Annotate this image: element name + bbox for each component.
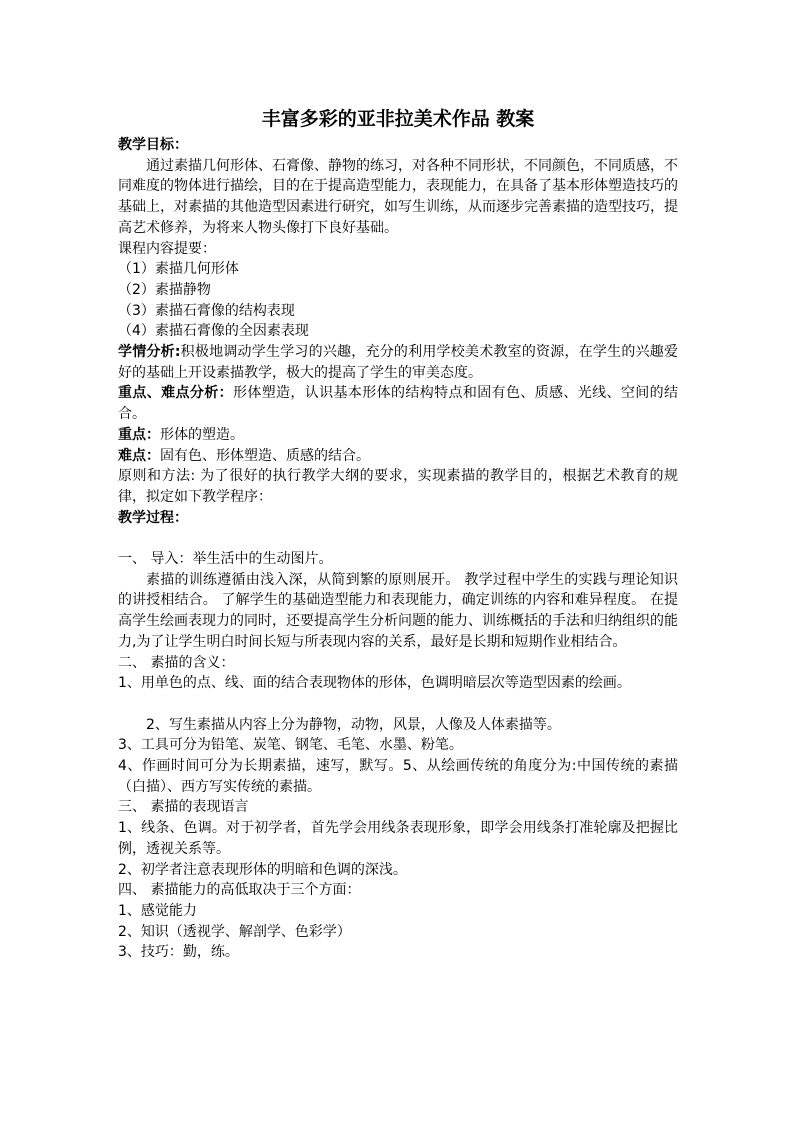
section4-item: 2、知识（透视学、解剖学、色彩学）: [118, 923, 351, 940]
section1-body: 素描的训练遵循由浅入深，从简到繁的原则展开。 教学过程中学生的实践与理论知识的讲授相结合。 了解学生的基础造型能力和表现能力，确定训练的内容和难异程度。 在提高学生绘画表现力的同时，还要提高学生分析问题的能力、训练概括的手法和归纳组织的能力,为了让学生明白时间长短与所表现内容的关系，最好是长期和短期作业相结合。: [118, 571, 678, 650]
section2-title: 二、 素描的含义：: [118, 654, 235, 671]
outline-item: （3）素描石膏像的结构表现: [118, 302, 295, 319]
section3-title: 三、 素描的表现语言: [118, 799, 249, 816]
keypoints-text: 形体塑造，认识基本形体的结构特点和固有色、质感、光线、空间的结合。: [118, 385, 679, 423]
focus-paragraph: [118, 425, 678, 446]
section2-item: 1、用单色的点、线、面的结合表现物体的形体，色调明暗层次等造型因素的绘画。: [118, 675, 631, 692]
analysis-label: 学情分析:: [118, 344, 181, 361]
section4-title: 四、 素描能力的高低取决于三个方面：: [118, 882, 361, 899]
difficulty-label: 难点：: [118, 447, 160, 464]
section3-item: 1、线条、色调。对于初学者，首先学会用线条表现形象，即学会用线条打准轮廓及把握比例，透视关系等。: [118, 820, 678, 857]
keypoints-paragraph: [118, 383, 678, 424]
difficulty-text: 固有色、形体塑造、质感的结合。: [160, 447, 370, 464]
outline-item: （2）素描静物: [118, 281, 211, 298]
document-page: [118, 105, 678, 963]
section1-title: 一、 导入：举生活中的生动图片。: [118, 551, 333, 568]
section3-item: 2、初学者注意表现形体的明暗和色调的深浅。: [118, 861, 407, 878]
section4-item: 3、技巧：勤，练。: [118, 944, 239, 961]
blank-line: [118, 694, 678, 715]
section2-item: 4、作画时间可分为长期素描，速写，默写。5、从绘画传统的角度分为:中国传统的素描（白描）、西方写实传统的素描。: [118, 758, 678, 795]
outline-item: （1）素描几何形体: [118, 261, 239, 278]
blank-line: [118, 528, 678, 549]
outline-title: 课程内容提要：: [118, 240, 216, 257]
focus-text: 形体的塑造。: [160, 426, 244, 443]
difficulty-paragraph: [118, 446, 678, 467]
focus-label: 重点：: [118, 426, 160, 443]
objectives-body: 通过素描几何形体、石膏像、静物的练习，对各种不同形状，不同颜色，不同质感，不同难度的物体进行描绘，目的在于提高造型能力，表现能力，在具备了基本形体塑造技巧的基础上，对素描的其他造型因素进行研究，如写生训练，从而逐步完善素描的造型技巧，提高艺术修养，为将来人物头像打下良好基础。: [118, 157, 678, 236]
section2-item: 2、写生素描从内容上分为静物，动物，风景，人像及人体素描等。: [146, 716, 561, 733]
objectives-heading: 教学目标：: [118, 137, 188, 153]
analysis-paragraph: [118, 342, 678, 383]
keypoints-label: 重点、难点分析：: [118, 385, 233, 402]
outline-item: （4）素描石膏像的全因素表现: [118, 323, 309, 340]
process-heading: 教学过程：: [118, 509, 188, 526]
principle-paragraph: 原则和方法: 为了很好的执行教学大纲的要求，实现素描的教学目的，根据艺术教育的规律，拟定如下教学程序：: [118, 468, 678, 505]
section4-item: 1、感觉能力: [118, 902, 197, 919]
document-title: 丰富多彩的亚非拉美术作品 教案: [261, 108, 535, 130]
analysis-text: 积极地调动学生学习的兴趣，充分的利用学校美术教室的资源，在学生的兴趣爱好的基础上开设素描教学，极大的提高了学生的审美态度。: [118, 344, 678, 381]
section2-item: 3、工具可分为铅笔、炭笔、钢笔、毛笔、水墨、粉笔。: [118, 737, 463, 754]
